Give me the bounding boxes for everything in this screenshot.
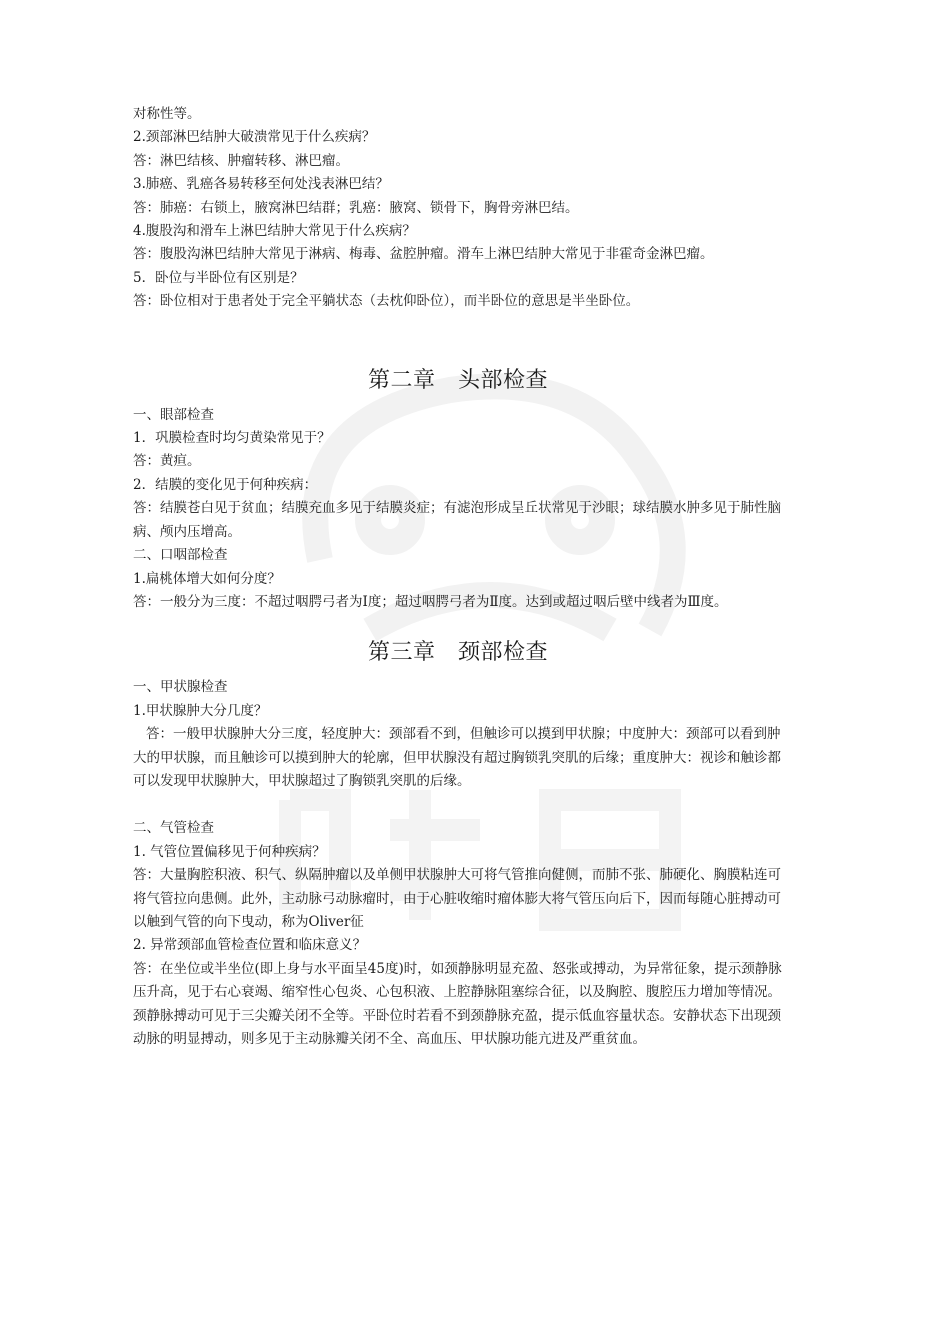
chapter-title: 第二章 头部检查 (367, 367, 548, 393)
answer-line: 答：一般甲状腺肿大分三度，轻度肿大：颈部看不到，但触诊可以摸到甲状腺；中度肿大：颈部可以看到肿大的甲状腺，而且触诊可以摸到肿大的轮廓，但甲状腺没有超过胸锁乳突肌的后缘；重度肿大：视诊和触诊都可以发现甲状腺肿大，甲状腺超过了胸锁乳突肌的后缘。 (133, 726, 781, 789)
answer-line: 答：卧位相对于患者处于完全平躺状态（去枕仰卧位），而半卧位的意思是半坐卧位。 (133, 293, 640, 310)
question-line: 1.甲状腺肿大分几度？ (133, 702, 268, 719)
chapter-title: 第三章 颈部检查 (367, 640, 548, 666)
section-heading: 二、气管检查 (133, 820, 214, 837)
question-line: 5．卧位与半卧位有区别是？ (133, 269, 304, 286)
question-line: 2．结膜的变化见于何种疾病： (133, 476, 318, 493)
section-heading: 一、眼部检查 (133, 406, 214, 423)
answer-line: 答：大量胸腔积液、积气、纵隔肿瘤以及单侧甲状腺肿大可将气管推向健侧，而肺不张、肺硬化、胸膜粘连可将气管拉向患侧。此外，主动脉弓动脉瘤时，由于心脏收缩时瘤体膨大将气管压向后下，因而每随心脏搏动可以触到气管的向下曳动，称为Oliver征 (133, 867, 781, 930)
answer-line: 答：黄疸。 (133, 453, 201, 470)
answer-line: 答：在坐位或半坐位(即上身与水平面呈45度)时，如颈静脉明显充盈、怒张或搏动，为异常征象，提示颈静脉压升高，见于右心衰竭、缩窄性心包炎、心包积液、上腔静脉阻塞综合征，以及胸腔、腹腔压力增加等情况。颈静脉搏动可见于三尖瓣关闭不全等。平卧位时若看不到颈静脉充盈，提示低血容量状态。安静状态下出现颈动脉的明显搏动，则多见于主动脉瓣关闭不全、高血压、甲状腺功能亢进及严重贫血。 (133, 960, 782, 1047)
answer-line: 答：肺癌：右锁上，腋窝淋巴结群；乳癌：腋窝、锁骨下，胸骨旁淋巴结。 (133, 199, 579, 216)
section-heading: 一、甲状腺检查 (133, 679, 228, 696)
text-line: 对称性等。 (133, 106, 201, 122)
content-column (133, 103, 783, 1051)
question-line: 2.颈部淋巴结肿大破溃常见于什么疾病？ (133, 129, 376, 146)
answer-line: 答：结膜苍白见于贫血；结膜充血多见于结膜炎症；有滤泡形成呈丘状常见于沙眼；球结膜水肿多见于肺性脑病、颅内压增高。 (133, 500, 781, 540)
answer-line: 答：一般分为三度：不超过咽腭弓者为Ⅰ度；超过咽腭弓者为Ⅱ度。达到或超过咽后壁中线者为Ⅲ度。 (133, 593, 728, 610)
question-line: 4.腹股沟和滑车上淋巴结肿大常见于什么疾病？ (133, 223, 416, 240)
question-line: 1.扁桃体增大如何分度？ (133, 570, 281, 587)
answer-line: 答：腹股沟淋巴结肿大常见于淋病、梅毒、盆腔肿瘤。滑车上淋巴结肿大常见于非霍奇金淋巴瘤。 (133, 246, 714, 263)
answer-line: 答：淋巴结核、肿瘤转移、淋巴瘤。 (133, 152, 349, 169)
question-line: 3.肺癌、乳癌各易转移至何处浅表淋巴结？ (133, 176, 389, 193)
section-heading: 二、口咽部检查 (133, 547, 228, 564)
question-line: 1. 气管位置偏移见于何种疾病？ (133, 843, 326, 860)
question-line: 1．巩膜检查时均匀黄染常见于？ (133, 430, 331, 447)
question-line: 2. 异常颈部血管检查位置和临床意义？ (133, 937, 367, 954)
